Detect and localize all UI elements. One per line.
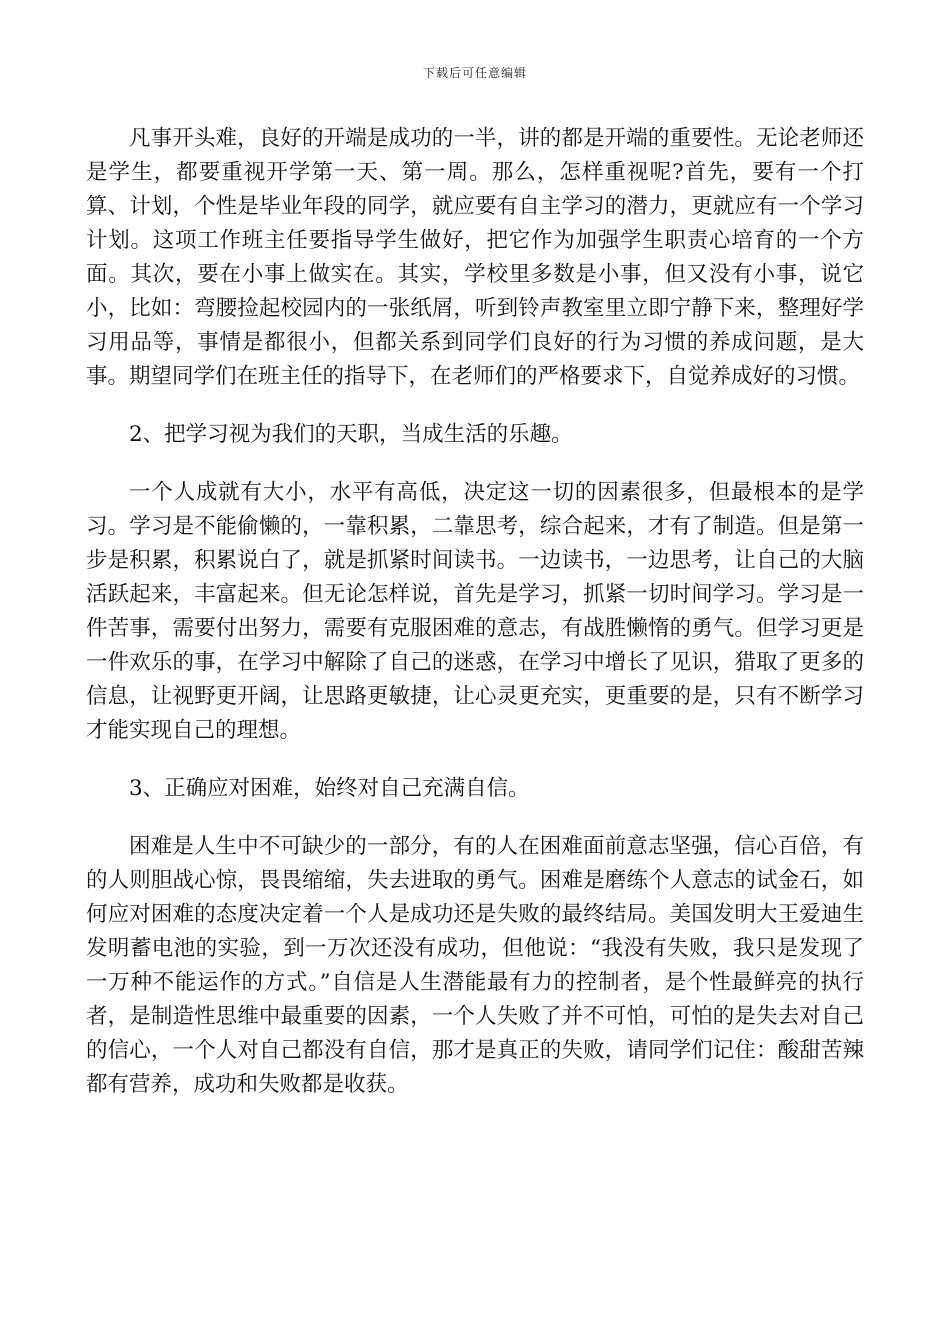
- section-heading-2: 2、把学习视为我们的天职，当成生活的乐趣。: [129, 422, 573, 447]
- page-header-note: 下载后可任意编辑: [422, 66, 527, 80]
- document-body: [86, 122, 864, 1126]
- paragraph-study: 一个人成就有大小，水平有高低，决定这一切的因素很多，但最根本的是学习。学习是不能偷懒的，一靠积累，二靠思考，综合起来，才有了制造。但是第一步是积累，积累说白了，就是抓紧时间读书。一边读书，一边思考，让自己的大脑活跃起来，丰富起来。但无论怎样说，首先是学习，抓紧一切时间学习。学习是一件苦事，需要付出努力，需要有克服困难的意志，有战胜懒惰的勇气。但学习更是一件欢乐的事，在学习中解除了自己的迷惑，在学习中增长了见识，猎取了更多的信息，让视野更开阔，让思路更敏捷，让心灵更充实，更重要的是，只有不断学习才能实现自己的理想。: [86, 480, 864, 743]
- paragraph-difficulty: 困难是人生中不可缺少的一部分，有的人在困难面前意志坚强，信心百倍，有的人则胆战心惊，畏畏缩缩，失去进取的勇气。困难是磨练个人意志的试金石，如何应对困难的态度决定着一个人是成功还是失败的最终结局。美国发明大王爱迪生发明蓄电池的实验，到一万次还没有成功，但他说：“我没有失败，我只是发现了一万种不能运作的方式。”自信是人生潜能最有力的控制者，是个性最鲜亮的执行者，是制造性思维中最重要的因素，一个人失败了并不可怕，可怕的是失去对自己的信心，一个人对自己都没有自信，那才是真正的失败，请同学们记住：酸甜苦辣都有营养，成功和失败都是收获。: [86, 834, 864, 1097]
- paragraph-intro: 凡事开头难，良好的开端是成功的一半，讲的都是开端的重要性。无论老师还是学生，都要重视开学第一天、第一周。那么，怎样重视呢?首先，要有一个打算、计划，个性是毕业年段的同学，就应要有自主学习的潜力，更就应有一个学习计划。这项工作班主任要指导学生做好，把它作为加强学生职责心培育的一个方面。其次，要在小事上做实在。其实，学校里多数是小事，但又没有小事，说它小，比如：弯腰捡起校园内的一张纸屑，听到铃声教室里立即宁静下来，整理好学习用品等，事情是都很小，但都关系到同学们良好的行为习惯的养成问题，是大事。期望同学们在班主任的指导下，在老师们的严格要求下，自觉养成好的习惯。: [86, 126, 864, 389]
- section-heading-3: 3、正确应对困难，始终对自己充满自信。: [129, 776, 530, 801]
